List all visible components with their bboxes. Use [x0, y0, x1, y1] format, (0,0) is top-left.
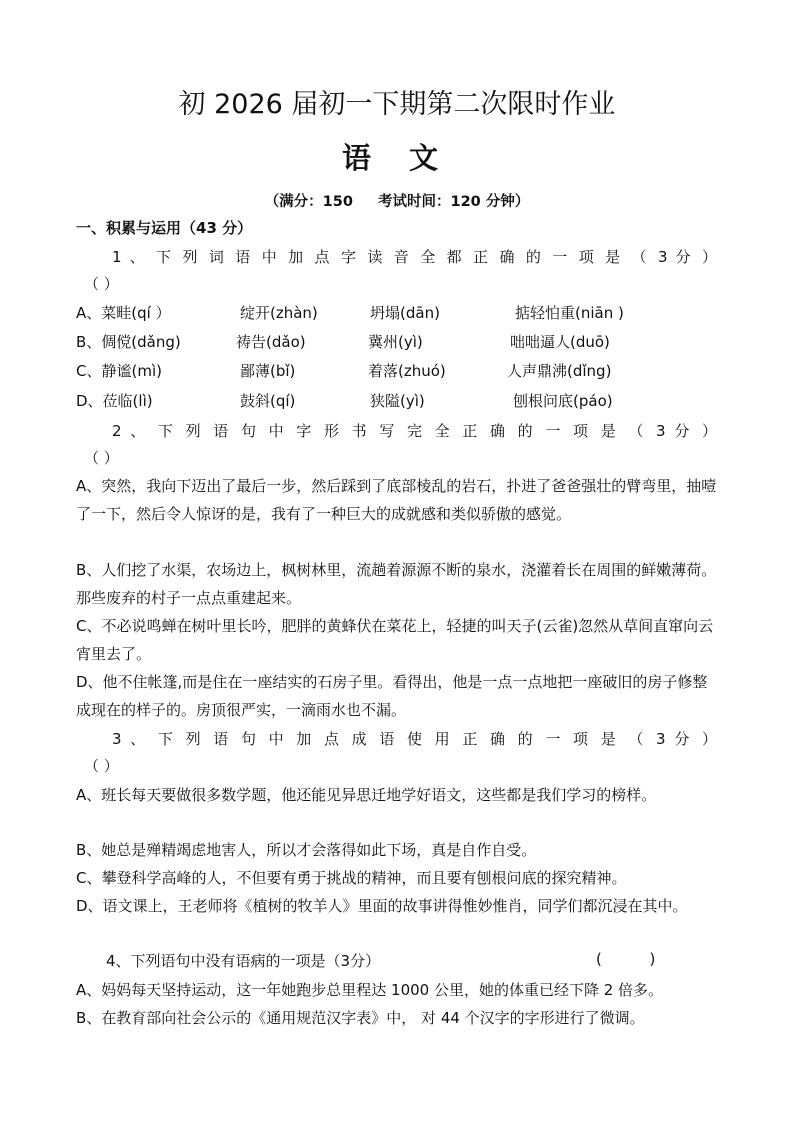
q1-option-c-4: 人声鼎沸(dǐng) [507, 362, 612, 380]
q1-option-a-4: 掂轻怕重(niān ) [515, 304, 624, 322]
q2-option-a: A、突然，我向下迈出了最后一步，然后踩到了底部棱乱的岩石，扑进了爸爸强壮的臂弯里，抽噎了一下，然后令人惊讶的是，我有了一种巨大的成就感和类似骄傲的感觉。 [76, 477, 717, 523]
q3-option-d: D、语文课上，王老师将《植树的牧羊人》里面的故事讲得惟妙惟肖，同学们都沉浸在其中。 [76, 897, 688, 915]
q1-option-c-1: C、静谧(mì) [76, 362, 162, 380]
full-score: （满分：150 [264, 194, 353, 210]
q4-option-b: B、在教育部向社会公示的《通用规范汉字表》中， 对 44 个汉字的字形进行了微调。 [76, 1009, 645, 1027]
question-2-stem: 2 、 下 列 语 句 中 字 形 书 写 完 全 正 确 的 一 项 是 （ 3 分 ） [112, 422, 717, 440]
exam-title: 初 2026 届初一下期第二次限时作业 [178, 89, 616, 120]
question-3-stem: 3 、 下 列 语 句 中 加 点 成 语 使 用 正 确 的 一 项 是 （ 3 分 ） [112, 730, 717, 748]
q4-option-a: A、妈妈每天坚持运动，这一年她跑步总里程达 1000 公里，她的体重已经下降 2 倍多。 [76, 981, 664, 999]
q1-option-c-3: 着落(zhuó) [368, 362, 446, 380]
q1-option-a-2: 绽开(zhàn) [240, 304, 318, 322]
q1-option-b-3: 冀州(yì) [368, 333, 423, 351]
q1-option-d-1: D、莅临(lì) [76, 392, 153, 410]
exam-meta [0, 190, 794, 211]
question-3-blank: （ ） [84, 757, 119, 775]
q1-option-b-1: B、倜傥(dǎng) [76, 333, 181, 351]
question-1-stem: 1 、 下 列 词 语 中 加 点 字 读 音 全 都 正 确 的 一 项 是 （ 3 分 ） [112, 248, 717, 266]
q2-option-c: C、不必说鸣蝉在树叶里长吟，肥胖的黄蜂伏在菜花上，轻捷的叫天子(云雀)忽然从草间直窜向云宵里去了。 [76, 617, 714, 663]
question-4-blank: ( ) [596, 950, 656, 968]
q1-option-a-1: A、菜畦(qí ） [76, 304, 171, 322]
q3-option-c: C、攀登科学高峰的人，不但要有勇于挑战的精神，而且要有刨根问底的探究精神。 [76, 869, 627, 887]
question-4-stem: 4、下列语句中没有语病的一项是（3分） [106, 952, 381, 970]
q1-option-c-2: 鄙薄(bǐ) [240, 362, 296, 380]
q1-option-b-4: 咄咄逼人(duō) [510, 333, 610, 351]
q1-option-a-3: 坍塌(dān) [370, 304, 440, 322]
question-1-blank: （ ） [84, 275, 119, 293]
question-2-blank: （ ） [84, 449, 119, 467]
q3-option-b: B、她总是殚精竭虑地害人，所以才会落得如此下场，真是自作自受。 [76, 841, 537, 859]
q1-option-d-3: 狭隘(yì) [370, 392, 425, 410]
q1-option-d-2: 鼓斜(qí) [240, 392, 296, 410]
q3-option-a: A、班长每天要做很多数学题，他还能见异思迁地学好语文，这些都是我们学习的榜样。 [76, 786, 657, 804]
q2-option-d: D、他不住帐篷,而是住在一座结实的石房子里。看得出，他是一点一点地把一座破旧的房子修整成现在的样子的。房顶很严实，一滴雨水也不漏。 [76, 673, 708, 719]
exam-time: 考试时间：120 分钟） [378, 194, 530, 210]
q2-option-b: B、人们挖了水渠，农场边上，枫树林里，流趟着源源不断的泉水，浇灌着长在周围的鲜嫩薄荷。那些废弃的村子一点点重建起来。 [76, 561, 717, 607]
section-heading: 一、积累与运用（43 分） [76, 219, 253, 237]
q1-option-d-4: 刨根问底(páo) [513, 392, 613, 410]
q1-option-b-2: 祷告(dǎo) [236, 333, 306, 351]
subject-title: 语 文 [341, 141, 453, 175]
